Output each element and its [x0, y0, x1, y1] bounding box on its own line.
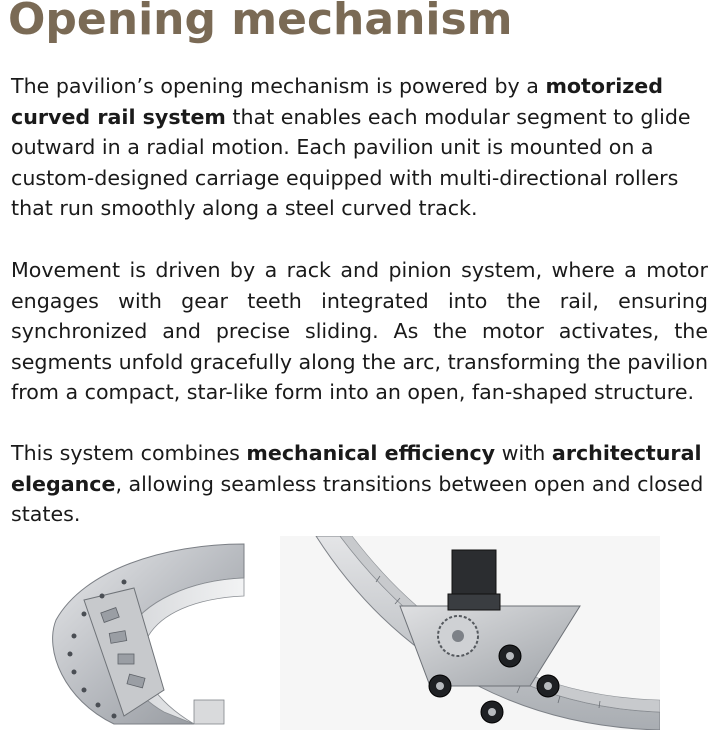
p1-text-2: that enables each modular segment to glide outward in a radial motion. Each pavilion unit is mounted on a custom-designed carriage equipped with multi-directional rollers that run smoothly along a steel curved track.	[11, 104, 691, 220]
p1-text-1: The pavilion’s opening mechanism is powered by a	[11, 74, 546, 98]
p3-text-1: This system combines	[11, 441, 247, 465]
p3-text-3: , allowing seamless transitions between open and closed states.	[11, 471, 704, 526]
page-title: Opening mechanism	[8, 0, 513, 45]
p1-bold-rail-system: motorized curved rail system	[11, 74, 663, 129]
paragraph-rail-system	[11, 71, 708, 224]
p3-bold-mechanical-efficiency: mechanical efficiency	[246, 441, 496, 465]
curved-rail-carriage-image	[280, 536, 660, 730]
p3-text-2: with	[495, 441, 552, 465]
paragraph-rack-pinion: Movement is driven by a rack and pinion system, where a motor engages with gear teeth integrated into the rail, ensuring synchronized and precise sliding. As the motor activates, the segments unfold gracefully along the arc, transforming the pavilion from a compact, star-like form into an open, fan-shaped structure.	[11, 258, 708, 404]
p3-bold-architectural-elegance: architectural elegance	[11, 441, 702, 496]
paragraph-summary	[11, 438, 708, 530]
slewing-ring-image	[44, 540, 246, 726]
